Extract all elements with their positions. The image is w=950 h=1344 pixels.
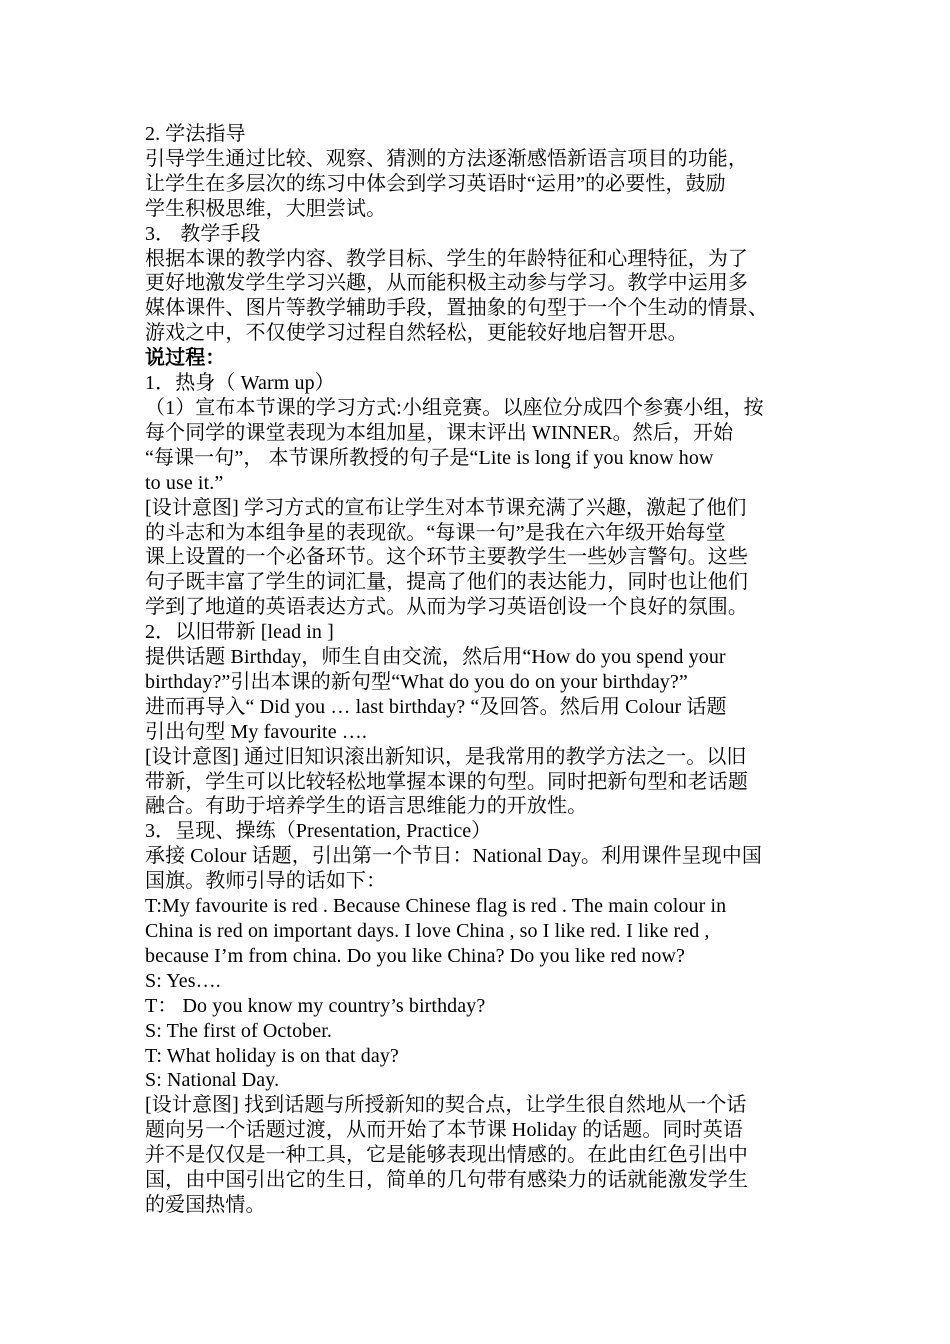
document-page [145, 122, 813, 1218]
text-line: 3．呈现、操练（Presentation, Practice） [145, 820, 492, 843]
text-line: 句子既丰富了学生的词汇量，提高了他们的表达能力，同时也让他们 [145, 571, 748, 594]
text-line: 国旗。教师引导的话如下： [145, 870, 387, 893]
text-line: 引出句型 My favourite …. [145, 720, 367, 743]
text-line: 媒体课件、图片等教学辅助手段，置抽象的句型于一个个生动的情景、 [145, 297, 769, 320]
text-line: birthday?”引出本课的新句型“What do you do on your birthday?” [145, 670, 688, 693]
text-line: T： Do you know my country’s birthday? [145, 994, 486, 1017]
text-line: 的斗志和为本组争星的表现欲。“每课一句”是我在六年级开始每堂 [145, 521, 726, 544]
text-line: 国，由中国引出它的生日，简单的几句带有感染力的话就能激发学生 [145, 1169, 748, 1192]
text-line: S: National Day. [145, 1069, 280, 1092]
text-line: 3． 教学手段 [145, 222, 261, 245]
text-line: 提供话题 Birthday，师生自由交流，然后用“How do you spend your [145, 646, 726, 669]
text-line: T:My favourite is red . Because Chinese flag is red . The main colour in [145, 895, 727, 918]
text-line: “每课一句”， 本节课所教授的句子是“Lite is long if you know how [145, 446, 714, 469]
text-line: 根据本课的教学内容、教学目标、学生的年龄特征和心理特征，为了 [145, 247, 748, 270]
text-line: （1）宣布本节课的学习方式:小组竞赛。以座位分成四个参赛小组，按 [145, 396, 764, 419]
text-line: China is red on important days. I love China , so I like red. I like red , [145, 920, 710, 942]
text-line: S: Yes…. [145, 969, 221, 992]
text-line: 并不是仅仅是一种工具，它是能够表现出情感的。在此由红色引出中 [145, 1144, 748, 1167]
text-line: S: The first of October. [145, 1019, 332, 1042]
text-line: 1．热身（ Warm up） [145, 372, 335, 395]
text-line: 带新，学生可以比较轻松地掌握本课的句型。同时把新句型和老话题 [145, 770, 748, 793]
text-line: 学生积极思维，大胆尝试。 [145, 197, 387, 220]
text-line: [设计意图] 通过旧知识滚出新知识，是我常用的教学方法之一。以旧 [145, 745, 747, 768]
text-line: [设计意图] 找到话题与所授新知的契合点，让学生很自然地从一个话 [145, 1094, 747, 1117]
text-line: 进而再导入“ Did you … last birthday? “及回答。然后用 Colour 话题 [145, 695, 727, 718]
text-line: 游戏之中，不仅使学习过程自然轻松，更能较好地启智开思。 [145, 322, 688, 345]
text-line: 融合。有助于培养学生的语言思维能力的开放性。 [145, 795, 588, 818]
text-line: 学到了地道的英语表达方式。从而为学习英语创设一个良好的氛围。 [145, 596, 748, 619]
text-line: 课上设置的一个必备环节。这个环节主要教学生一些妙言警句。这些 [145, 546, 748, 569]
text-line: [设计意图] 学习方式的宣布让学生对本节课充满了兴趣，激起了他们 [145, 496, 747, 519]
text-line: 承接 Colour 话题，引出第一个节日：National Day。利用课件呈现中国 [145, 845, 762, 868]
text-line: 2. 学法指导 [145, 123, 246, 145]
text-line: 题向另一个话题过渡，从而开始了本节课 Holiday 的话题。同时英语 [145, 1119, 743, 1142]
text-line: 每个同学的课堂表现为本组加星，课末评出 WINNER。然后，开始 [145, 421, 734, 444]
text-line: 让学生在多层次的练习中体会到学习英语时“运用”的必要性，鼓励 [145, 172, 726, 195]
section-heading: 说过程： [145, 347, 226, 370]
text-line: 更好地激发学生学习兴趣，从而能积极主动参与学习。教学中运用多 [145, 272, 748, 295]
text-line: 2．以旧带新 [lead in ] [145, 621, 334, 644]
text-line: T: What holiday is on that day? [145, 1044, 399, 1067]
text-line: 引导学生通过比较、观察、猜测的方法逐渐感悟新语言项目的功能， [145, 147, 748, 170]
text-line: because I’m from china. Do you like China? Do you like red now? [145, 944, 686, 967]
text-line: 的爱国热情。 [145, 1193, 266, 1216]
text-line: to use it.” [145, 471, 224, 494]
